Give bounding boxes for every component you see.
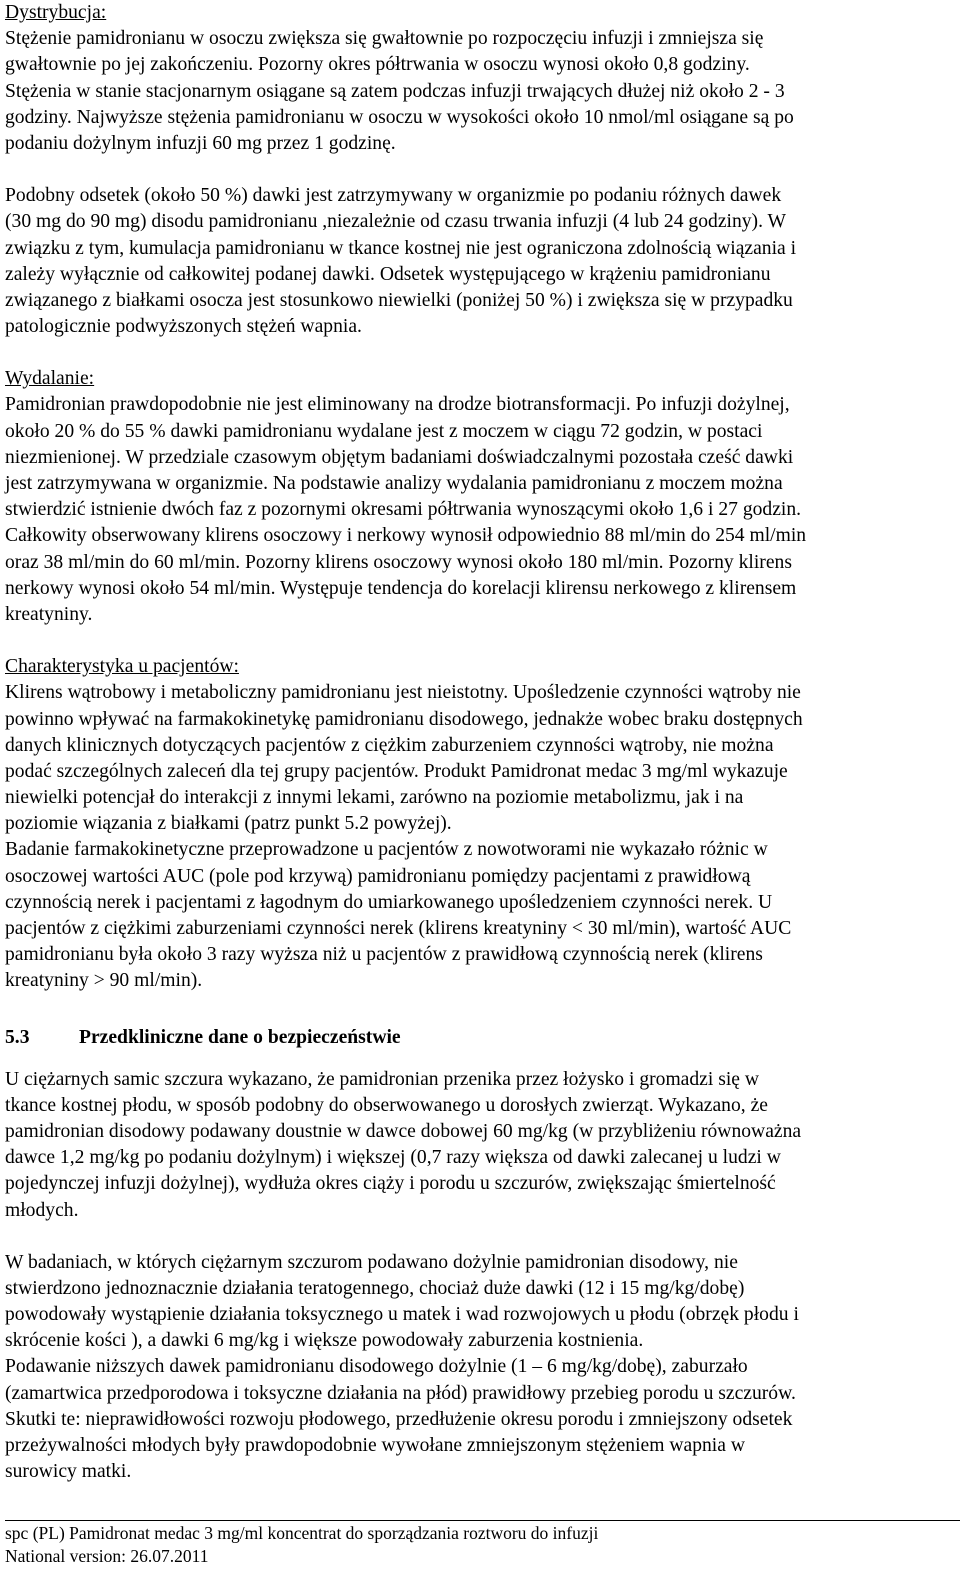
text-line: pacjentów z ciężkimi zaburzeniami czynności nerek (klirens kreatyniny < 30 ml/min), wartość AUC <box>5 918 792 939</box>
heading-charakterystyka: Charakterystyka u pacjentów: <box>5 656 239 678</box>
text-line: Stężenia w stanie stacjonarnym osiągane są zatem podczas infuzji trwających dłużej niż około 2 - 3 <box>5 80 785 102</box>
text-line: związanego z białkami osocza jest stosunkowo niewielki (poniżej 50 %) i zwiększa się w przypadku <box>5 289 793 311</box>
text-line: stwierdzić istnienie dwóch faz z pozornymi okresami półtrwania wynoszącymi około 1,6 i 27 godzin. <box>5 499 802 521</box>
text-line: zależy wyłącznie od całkowitej podanej dawki. Odsetek występującego w krążeniu pamidronianu <box>5 263 771 285</box>
text-line: dawce 1,2 mg/kg po podaniu dożylnym) i większej (0,7 razy większa od dawki zalecanej u ludzi w <box>5 1147 781 1169</box>
footer-product-line: spc (PL) Pamidronat medac 3 mg/ml koncentrat do sporządzania roztworu do infuzji <box>5 1523 599 1543</box>
footer-version-line: National version: 26.07.2011 <box>5 1546 209 1566</box>
text-line: U ciężarnych samic szczura wykazano, że pamidronian przenika przez łożysko i gromadzi się w <box>5 1068 760 1090</box>
text-line: skrócenie kości ), a dawki 6 mg/kg i większe powodowały zaburzenia kostnienia. <box>5 1330 644 1352</box>
spacer <box>5 1055 955 1067</box>
text-line: danych klinicznych dotyczących pacjentów z ciężkim zaburzeniem czynności wątroby, nie można <box>5 734 774 756</box>
text-line: podać szczególnych zaleceń dla tej grupy pacjentów. Produkt Pamidronat medac 3 mg/ml wykazuje <box>5 760 788 782</box>
text-line: Całkowity obserwowany klirens osoczowy i nerkowy wynosił odpowiednio 88 ml/min do 254 ml/min <box>5 525 807 547</box>
text-line: przeżywalności młodych były prawdopodobnie wywołane zmniejszonym stężeniem wapnia w <box>5 1435 745 1456</box>
text-line: Pamidronian prawdopodobnie nie jest eliminowany na drodze biotransformacji. Po infuzji dożylnej, <box>5 394 790 416</box>
document-body <box>5 0 955 1485</box>
text-line: tkance kostnej płodu, w sposób podobny do obserwowanego u dorosłych zwierząt. Wykazano, że <box>5 1094 768 1116</box>
paragraph-dystrybucja-1 <box>5 26 955 157</box>
text-line: (30 mg do 90 mg) disodu pamidronianu ,niezależnie od czasu trwania infuzji (4 lub 24 godziny). W <box>5 211 787 233</box>
paragraph-5-3-1 <box>5 1067 955 1224</box>
page-footer <box>5 1520 960 1568</box>
text-line: poziomie wiązania z białkami (patrz punkt 5.2 powyżej). <box>5 813 452 835</box>
text-line: związku z tym, kumulacja pamidronianu w tkance kostnej nie jest ograniczona zdolnością wiązania i <box>5 237 797 259</box>
text-line: czynnością nerek i pacjentami z łagodnym do umiarkowanego upośledzeniem czynności nerek. U <box>5 891 773 913</box>
text-line: gwałtownie po jej zakończeniu. Pozorny okres półtrwania w osoczu wynosi około 0,8 godziny. <box>5 54 750 76</box>
text-line: pamidronianu była około 3 razy wyższa niż u pacjentów z prawidłową czynnością nerek (klirens <box>5 944 763 966</box>
heading-dystrybucja: Dystrybucja: <box>5 2 107 23</box>
paragraph-5-3-2 <box>5 1250 955 1486</box>
heading-wydalanie: Wydalanie: <box>5 368 95 390</box>
spacer <box>5 995 955 1021</box>
text-line: stwierdzono jednoznacznie działania teratogennego, chociaż duże dawki (12 i 15 mg/kg/dobę) <box>5 1277 745 1299</box>
text-line: pamidronian disodowy podawany doustnie w dawce dobowej 60 mg/kg (w przybliżeniu równoważna <box>5 1120 802 1142</box>
text-line: Podobny odsetek (około 50 %) dawki jest zatrzymywany w organizmie po podaniu różnych dawek <box>5 185 782 207</box>
text-line: kreatyniny > 90 ml/min). <box>5 970 203 992</box>
text-line: patologicznie podwyższonych stężeń wapnia. <box>5 316 362 338</box>
text-line: godziny. Najwyższe stężenia pamidronianu w osoczu w wysokości około 10 nmol/ml osiągane są po <box>5 106 794 128</box>
section-number: 5.3 <box>5 1026 30 1048</box>
text-line: powodowały wystąpienie działania toksycznego u matek i wad rozwojowych u płodu (obrzęk płodu i <box>5 1304 799 1326</box>
spacer <box>5 340 955 366</box>
text-line: około 20 % do 55 % dawki pamidronianu wydalane jest z moczem w ciągu 72 godzin, w postaci <box>5 420 763 442</box>
section-title: Przedkliniczne dane o bezpieczeństwie <box>79 1026 401 1048</box>
paragraph-wydalanie <box>5 392 955 628</box>
text-line: jest zatrzymywana w organizmie. Na podstawie analizy wydalania pamidronianu z moczem można <box>5 473 783 494</box>
section-heading-5-3 <box>5 1025 955 1055</box>
text-line: surowicy matki. <box>5 1461 132 1483</box>
text-line: niezmienionej. W przedziale czasowym objętym badaniami doświadczalnymi pozostała cześć dawki <box>5 446 794 468</box>
text-line: niewielki potencjał do interakcji z innymi lekami, zarówno na poziomie metabolizmu, jak i na <box>5 787 744 809</box>
paragraph-charakterystyka <box>5 680 955 994</box>
text-line: kreatyniny. <box>5 603 93 625</box>
text-line: Skutki te: nieprawidłowości rozwoju płodowego, przedłużenie okresu porodu i zmniejszony odsetek <box>5 1408 793 1430</box>
text-line: W badaniach, w których ciężarnym szczurom podawano dożylnie pamidronian disodowy, nie <box>5 1251 738 1273</box>
paragraph-dystrybucja-2 <box>5 183 955 340</box>
text-line: oraz 38 ml/min do 60 ml/min. Pozorny klirens osoczowy wynosi około 180 ml/min. Pozorny klirens <box>5 551 792 573</box>
text-line: pojedynczej infuzji dożylnej), wydłuża okres ciąży i porodu u szczurów, zwiększając śmiertelność <box>5 1173 776 1195</box>
text-line: Badanie farmakokinetyczne przeprowadzone u pacjentów z nowotworami nie wykazało różnic w <box>5 839 768 861</box>
text-line: podaniu dożylnym infuzji 60 mg przez 1 godzinę. <box>5 132 396 154</box>
text-line: powinno wpływać na farmakokinetykę pamidronianu disodowego, jednakże wobec braku dostępnych <box>5 708 803 730</box>
text-line: Stężenie pamidronianu w osoczu zwiększa się gwałtownie po rozpoczęciu infuzji i zmniejsza się <box>5 28 764 50</box>
spacer <box>5 1224 955 1250</box>
text-line: osoczowej wartości AUC (pole pod krzywą) pamidronianu pomiędzy pacjentami z prawidłową <box>5 865 751 887</box>
text-line: Podawanie niższych dawek pamidronianu disodowego dożylnie (1 – 6 mg/kg/dobę), zaburzało <box>5 1356 748 1378</box>
text-line: nerkowy wynosi około 54 ml/min. Występuje tendencja do korelacji klirensu nerkowego z klirensem <box>5 577 797 599</box>
text-line: młodych. <box>5 1199 79 1221</box>
spacer <box>5 628 955 654</box>
text-line: Klirens wątrobowy i metaboliczny pamidronianu jest nieistotny. Upośledzenie czynności wątroby nie <box>5 682 801 704</box>
text-line: (zamartwica przedporodowa i toksyczne działania na płód) prawidłowy przebieg porodu u szczurów. <box>5 1382 796 1404</box>
spacer <box>5 157 955 183</box>
